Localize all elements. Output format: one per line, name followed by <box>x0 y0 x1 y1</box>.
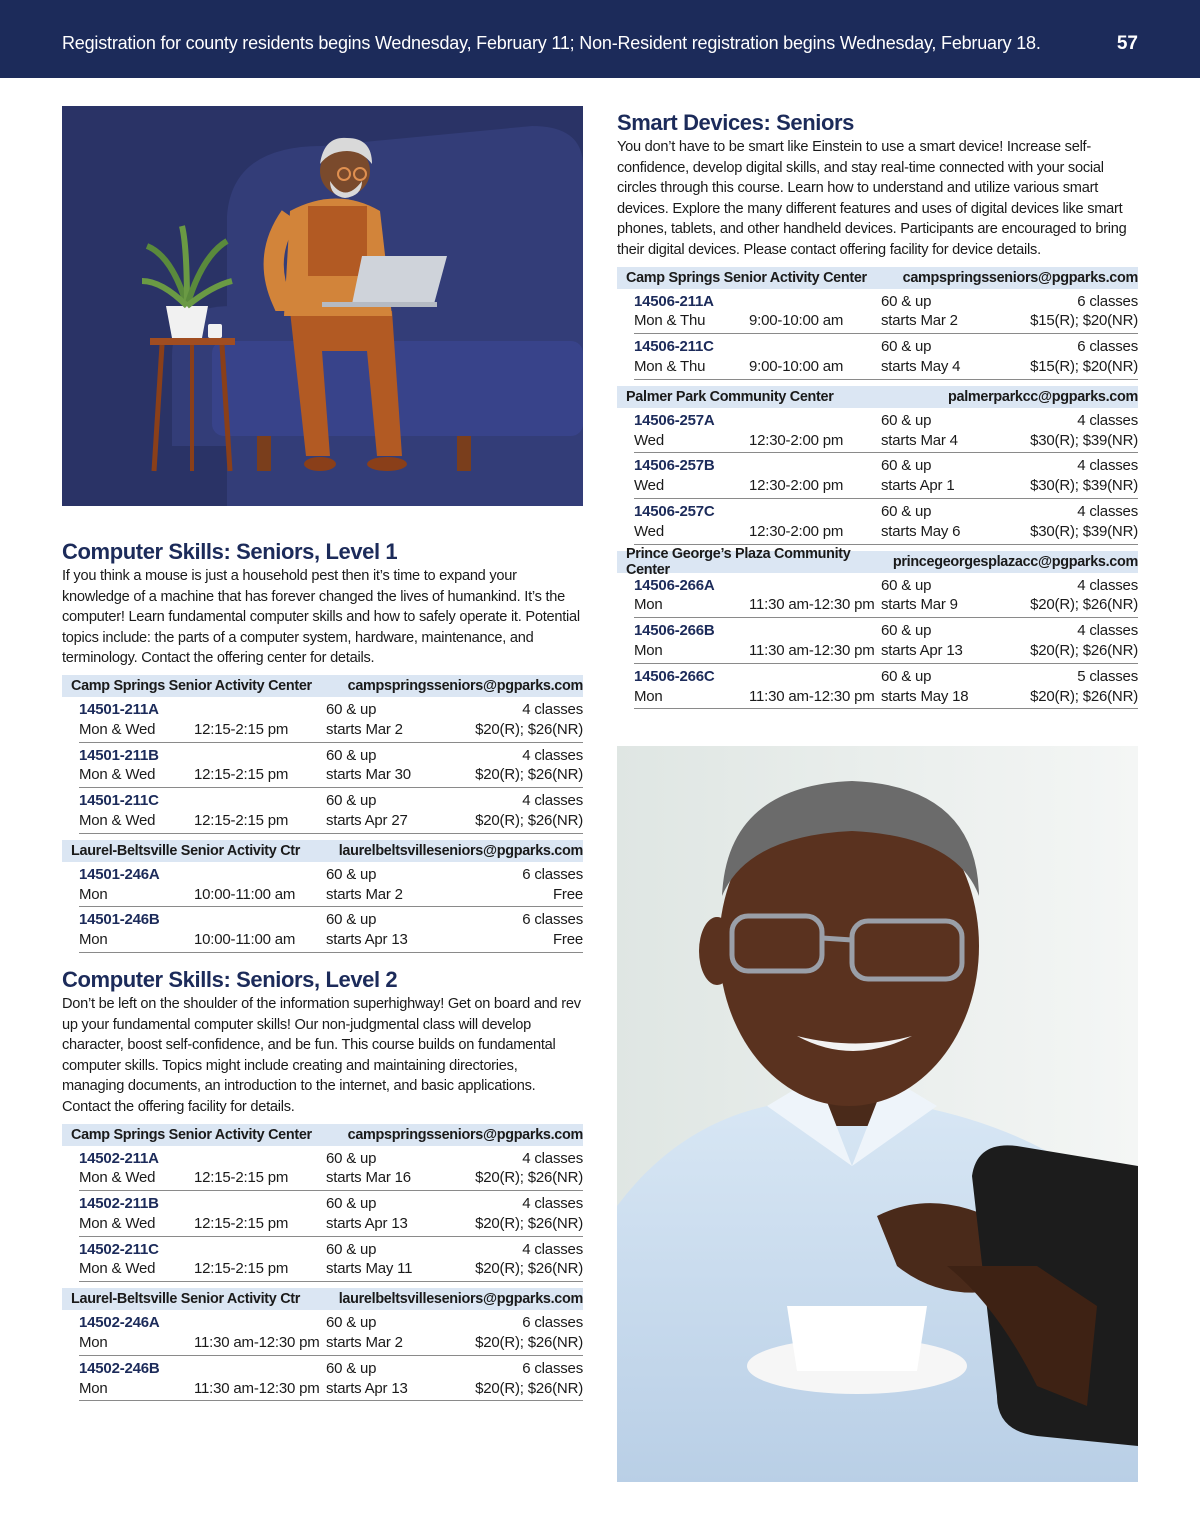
class-row <box>79 697 583 743</box>
class-start: starts Apr 13 <box>326 1379 408 1397</box>
class-list <box>79 1146 583 1283</box>
top-banner <box>0 0 1200 78</box>
venue-email[interactable]: laurelbeltsvilleseniors@pgparks.com <box>338 1291 583 1308</box>
class-age: 60 & up <box>881 667 932 685</box>
class-age: 60 & up <box>326 1240 377 1258</box>
class-start: starts Mar 9 <box>881 596 958 614</box>
class-count: 6 classes <box>522 1359 583 1377</box>
class-row <box>79 862 583 908</box>
class-time: 10:00-11:00 am <box>194 931 296 949</box>
class-start: starts Apr 13 <box>881 641 963 659</box>
section-description: You don’t have to be smart like Einstein to use a smart device! Increase self-confidence, develop digital skills, and stay real-time connected with your social circles through this course. Learn how to understand and utilize various smart devices. Explore the many different features and uses of digital devices like smart phones, tablets, and other handheld devices. Participants are encouraged to bring their digital devices. Please contact offering facility for device details. <box>617 139 1127 258</box>
class-age: 60 & up <box>326 746 377 764</box>
class-fee: $20(R); $26(NR) <box>475 766 583 784</box>
class-age: 60 & up <box>326 1314 377 1332</box>
venue-header <box>62 840 583 862</box>
class-start: starts Mar 4 <box>881 431 958 449</box>
class-age: 60 & up <box>881 292 932 310</box>
class-days: Mon <box>79 931 108 949</box>
class-row <box>634 664 1138 710</box>
class-code: 14506-266B <box>634 622 715 640</box>
class-fee: $20(R); $26(NR) <box>475 811 583 829</box>
class-fee: Free <box>552 885 583 903</box>
class-count: 4 classes <box>1077 457 1138 475</box>
illustration-svg <box>62 106 583 506</box>
class-days: Mon <box>634 641 663 659</box>
section-description: If you think a mouse is just a household pest then it’s time to expand your knowledge of a machine that has forever changed the lives of humankind. It’s the computer! Learn fundamental computer skills and how to safely operate it. Potential topics include: the parts of a computer system, hardware, maintenance, and terminology. Contact the offering center for details. <box>62 568 580 667</box>
venue-name: Camp Springs Senior Activity Center <box>626 269 867 286</box>
class-code: 14506-211A <box>634 292 714 310</box>
class-start: starts Apr 27 <box>326 811 408 829</box>
class-time: 11:30 am-12:30 pm <box>194 1334 320 1352</box>
section-description: Don’t be left on the shoulder of the information superhighway! Get on board and rev up your fundamental computer skills! Our non-judgmental class will develop character, boost self-confidence, and be fun. This course builds on fundamental computer skills. Topics might include creating and maintaining directories, managing documents, an introduction to the internet, and basic applications. Contact the offering facility for details. <box>62 995 581 1115</box>
venue-name: Camp Springs Senior Activity Center <box>71 1126 312 1143</box>
class-code: 14502-211C <box>79 1240 159 1258</box>
class-count: 4 classes <box>1077 622 1138 640</box>
class-fee: $30(R); $39(NR) <box>1030 477 1138 495</box>
class-time: 11:30 am-12:30 pm <box>749 596 875 614</box>
class-fee: $20(R); $26(NR) <box>1030 687 1138 705</box>
venue-email[interactable]: campspringsseniors@pgparks.com <box>902 269 1138 286</box>
class-start: starts May 11 <box>326 1260 413 1278</box>
class-code: 14506-266C <box>634 667 715 685</box>
class-row <box>634 289 1138 335</box>
class-count: 6 classes <box>1077 292 1138 310</box>
venue-header <box>62 1288 583 1310</box>
class-start: starts Mar 2 <box>326 720 403 738</box>
class-row <box>634 499 1138 545</box>
class-row <box>79 1356 583 1402</box>
venue-name: Palmer Park Community Center <box>626 388 834 405</box>
venue-name: Camp Springs Senior Activity Center <box>71 677 312 694</box>
class-days: Mon & Wed <box>79 1260 156 1278</box>
photo-svg <box>617 746 1138 1482</box>
class-age: 60 & up <box>326 1149 377 1167</box>
class-age: 60 & up <box>326 1359 377 1377</box>
venue-name: Laurel-Beltsville Senior Activity Ctr <box>71 1291 301 1308</box>
class-time: 9:00-10:00 am <box>749 357 844 375</box>
class-start: starts Apr 1 <box>881 477 955 495</box>
class-start: starts May 4 <box>881 357 961 375</box>
venue-header <box>617 545 1138 578</box>
class-count: 5 classes <box>1077 667 1138 685</box>
class-list <box>634 289 1138 380</box>
class-list <box>79 1310 583 1401</box>
class-code: 14502-246B <box>79 1359 160 1377</box>
class-days: Mon & Wed <box>79 811 156 829</box>
class-start: starts Mar 2 <box>881 312 958 330</box>
class-days: Mon <box>634 687 663 705</box>
class-row <box>79 1310 583 1356</box>
class-time: 12:15-2:15 pm <box>194 720 289 738</box>
class-days: Mon <box>79 1334 108 1352</box>
class-days: Mon & Wed <box>79 1214 156 1232</box>
class-count: 4 classes <box>522 792 583 810</box>
class-count: 6 classes <box>1077 338 1138 356</box>
class-time: 9:00-10:00 am <box>749 312 844 330</box>
class-fee: $20(R); $26(NR) <box>475 1334 583 1352</box>
page-number: 57 <box>1116 33 1138 54</box>
class-count: 6 classes <box>522 911 583 929</box>
class-fee: $20(R); $26(NR) <box>475 1169 583 1187</box>
section-computer-skills-level-2 <box>62 967 583 1402</box>
class-row <box>634 408 1138 454</box>
class-time: 12:30-2:00 pm <box>749 477 844 495</box>
right-column <box>617 106 1138 709</box>
class-start: starts May 6 <box>881 522 961 540</box>
class-fee: $20(R); $26(NR) <box>475 1379 583 1397</box>
section-title: Computer Skills: Seniors, Level 1 <box>62 539 398 564</box>
class-count: 4 classes <box>1077 502 1138 520</box>
class-count: 4 classes <box>1077 411 1138 429</box>
class-code: 14506-257B <box>634 457 715 475</box>
class-time: 12:15-2:15 pm <box>194 1260 289 1278</box>
class-code: 14501-246A <box>79 865 160 883</box>
class-count: 4 classes <box>1077 576 1138 594</box>
class-fee: $30(R); $39(NR) <box>1030 431 1138 449</box>
class-fee: $20(R); $26(NR) <box>475 720 583 738</box>
class-list <box>634 408 1138 545</box>
venue-email[interactable]: campspringsseniors@pgparks.com <box>347 677 583 694</box>
class-row <box>79 907 583 953</box>
venue-header <box>617 267 1138 289</box>
class-fee: $20(R); $26(NR) <box>475 1260 583 1278</box>
class-fee: $20(R); $26(NR) <box>1030 641 1138 659</box>
class-code: 14506-266A <box>634 576 715 594</box>
venue-email[interactable]: campspringsseniors@pgparks.com <box>347 1126 583 1143</box>
class-age: 60 & up <box>326 911 377 929</box>
class-fee: $30(R); $39(NR) <box>1030 522 1138 540</box>
class-days: Mon & Thu <box>634 312 706 330</box>
class-code: 14506-257C <box>634 502 715 520</box>
venue-email[interactable]: laurelbeltsvilleseniors@pgparks.com <box>338 842 583 859</box>
section-smart-devices <box>617 110 1138 709</box>
class-age: 60 & up <box>881 502 932 520</box>
class-row <box>634 334 1138 380</box>
class-code: 14501-211C <box>79 792 159 810</box>
class-days: Mon <box>634 596 663 614</box>
class-start: starts Mar 16 <box>326 1169 411 1187</box>
class-fee: Free <box>552 931 583 949</box>
class-time: 12:30-2:00 pm <box>749 522 844 540</box>
venue-email[interactable]: palmerparkcc@pgparks.com <box>948 388 1138 405</box>
class-row <box>634 453 1138 499</box>
class-start: starts May 18 <box>881 687 969 705</box>
class-code: 14502-211B <box>79 1195 159 1213</box>
class-count: 4 classes <box>522 746 583 764</box>
class-days: Mon <box>79 885 108 903</box>
venue-name: Prince George’s Plaza Community Center <box>626 545 851 578</box>
venue-name: Laurel-Beltsville Senior Activity Ctr <box>71 842 301 859</box>
class-start: starts Apr 13 <box>326 931 408 949</box>
class-code: 14501-211A <box>79 700 159 718</box>
class-days: Mon & Wed <box>79 1169 156 1187</box>
class-start: starts Mar 30 <box>326 766 411 784</box>
class-time: 10:00-11:00 am <box>194 885 296 903</box>
class-fee: $20(R); $26(NR) <box>1030 596 1138 614</box>
class-days: Mon & Wed <box>79 766 156 784</box>
class-code: 14502-211A <box>79 1149 159 1167</box>
class-count: 6 classes <box>522 1314 583 1332</box>
class-count: 4 classes <box>522 700 583 718</box>
class-age: 60 & up <box>881 338 932 356</box>
class-count: 4 classes <box>522 1149 583 1167</box>
class-row <box>79 743 583 789</box>
class-count: 4 classes <box>522 1195 583 1213</box>
venue-header <box>62 1124 583 1146</box>
class-time: 12:15-2:15 pm <box>194 811 289 829</box>
class-code: 14502-246A <box>79 1314 160 1332</box>
class-code: 14506-211C <box>634 338 714 356</box>
class-age: 60 & up <box>881 622 932 640</box>
class-days: Wed <box>634 477 664 495</box>
class-time: 12:15-2:15 pm <box>194 766 289 784</box>
class-row <box>79 1237 583 1283</box>
class-row <box>79 1191 583 1237</box>
class-row <box>634 618 1138 664</box>
class-age: 60 & up <box>881 576 932 594</box>
class-code: 14506-257A <box>634 411 715 429</box>
class-count: 6 classes <box>522 865 583 883</box>
section-computer-skills-level-1 <box>62 539 583 953</box>
venue-email[interactable]: princegeorgesplazacc@pgparks.com <box>892 553 1138 570</box>
class-code: 14501-246B <box>79 911 160 929</box>
section-title: Smart Devices: Seniors <box>617 110 854 135</box>
venue-header <box>62 675 583 697</box>
class-row <box>634 573 1138 619</box>
class-list <box>79 862 583 953</box>
registration-notice: Registration for county residents begins Wednesday, February 11; Non-Resident registration begins Wednesday, February 18. <box>62 33 1041 53</box>
class-row <box>79 788 583 834</box>
class-age: 60 & up <box>326 700 377 718</box>
class-days: Wed <box>634 522 664 540</box>
class-days: Mon <box>79 1379 108 1397</box>
class-fee: $15(R); $20(NR) <box>1030 357 1138 375</box>
class-age: 60 & up <box>881 411 932 429</box>
class-list <box>79 697 583 834</box>
class-age: 60 & up <box>326 1195 377 1213</box>
class-fee: $20(R); $26(NR) <box>475 1214 583 1232</box>
class-time: 12:30-2:00 pm <box>749 431 844 449</box>
venue-header <box>617 386 1138 408</box>
class-days: Wed <box>634 431 664 449</box>
class-time: 11:30 am-12:30 pm <box>749 687 875 705</box>
class-age: 60 & up <box>326 865 377 883</box>
section-title: Computer Skills: Seniors, Level 2 <box>62 966 398 992</box>
class-time: 11:30 am-12:30 pm <box>749 641 875 659</box>
class-count: 4 classes <box>522 1240 583 1258</box>
class-days: Mon & Wed <box>79 720 156 738</box>
class-start: starts Mar 2 <box>326 1334 403 1352</box>
class-row <box>79 1146 583 1192</box>
class-age: 60 & up <box>326 792 377 810</box>
class-time: 11:30 am-12:30 pm <box>194 1379 320 1397</box>
class-age: 60 & up <box>881 457 932 475</box>
class-time: 12:15-2:15 pm <box>194 1169 289 1187</box>
left-column <box>62 106 583 1401</box>
senior-tablet-photo <box>617 746 1138 1482</box>
class-days: Mon & Thu <box>634 357 706 375</box>
class-time: 12:15-2:15 pm <box>194 1214 289 1232</box>
senior-laptop-illustration <box>62 106 583 506</box>
class-list <box>634 573 1138 710</box>
class-code: 14501-211B <box>79 746 159 764</box>
class-start: starts Apr 13 <box>326 1214 408 1232</box>
class-start: starts Mar 2 <box>326 885 403 903</box>
class-fee: $15(R); $20(NR) <box>1030 312 1138 330</box>
